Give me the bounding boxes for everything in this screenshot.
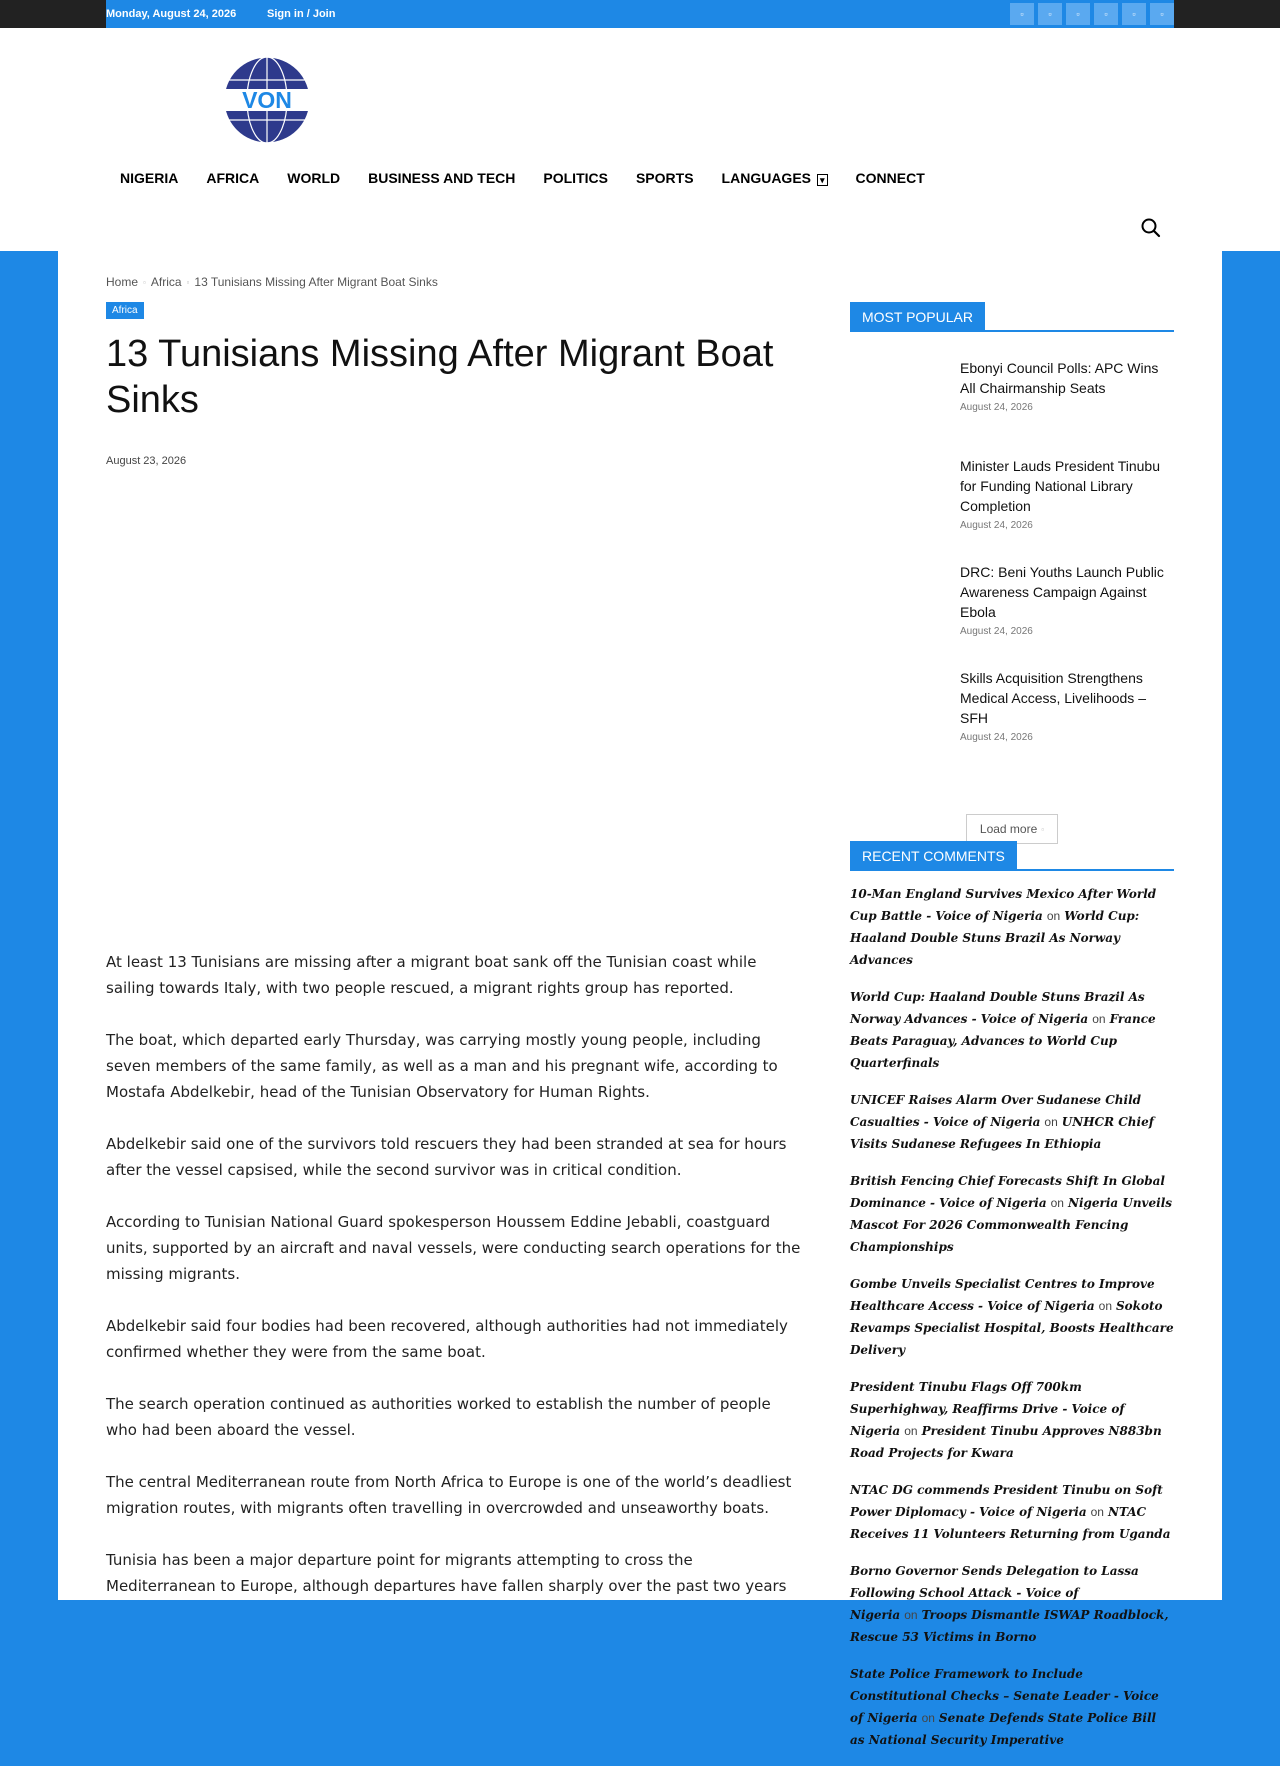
comment-author-link[interactable]: British Fencing Chief Forecasts Shift In Global Dominance - Voice of Nigeria bbox=[850, 1174, 1165, 1210]
comment-item bbox=[850, 1170, 1174, 1258]
social-icon[interactable]: ▫ bbox=[1122, 3, 1146, 25]
current-date: Monday, August 24, 2026 bbox=[106, 8, 237, 20]
nav-item-world[interactable]: WORLD bbox=[287, 170, 341, 186]
nav-item-nigeria[interactable]: NIGERIA bbox=[120, 170, 179, 186]
article-title: 13 Tunisians Missing After Migrant Boat Sinks bbox=[106, 333, 774, 421]
article-paragraph: Abdelkebir said four bodies had been recovered, although authorities had not immediately confirmed whether they were from the same boat. bbox=[106, 1317, 788, 1361]
popular-item-date: August 24, 2026 bbox=[960, 402, 1033, 413]
comment-item bbox=[850, 1560, 1174, 1648]
nav-item-politics[interactable]: POLITICS bbox=[543, 170, 608, 186]
popular-item[interactable] bbox=[960, 358, 1174, 413]
top-bar bbox=[0, 0, 1280, 28]
recent-comments-list bbox=[850, 883, 1174, 1766]
nav-item-africa[interactable]: AFRICA bbox=[206, 170, 260, 186]
site-header bbox=[0, 28, 1280, 251]
social-icon[interactable]: ▫ bbox=[1010, 3, 1034, 25]
comment-author-link[interactable]: Gombe Unveils Specialist Centres to Improve Healthcare Access - Voice of Nigeria bbox=[850, 1277, 1155, 1313]
comment-on-label: on bbox=[1050, 1196, 1064, 1210]
article-paragraph: Tunisia has been a major departure point for migrants attempting to cross the Mediterranean to Europe, although departures have fallen sharply over the past two years bbox=[106, 1551, 787, 1595]
social-icon[interactable]: ▫ bbox=[1094, 3, 1118, 25]
comment-author-link[interactable]: UNICEF Raises Alarm Over Sudanese Child Casualties - Voice of Nigeria bbox=[850, 1093, 1142, 1129]
popular-item[interactable] bbox=[960, 668, 1174, 743]
comment-post-link[interactable]: France Beats Paraguay, Advances to World Cup Quarterfinals bbox=[850, 1012, 1156, 1070]
comment-post-link[interactable]: President Tinubu Approves N883bn Road Projects for Kwara bbox=[850, 1424, 1162, 1460]
comment-item bbox=[850, 1273, 1174, 1361]
breadcrumb-separator-icon: ▫ bbox=[143, 277, 146, 287]
popular-item-title[interactable]: Minister Lauds President Tinubu for Funding National Library Completion bbox=[960, 458, 1160, 514]
comment-on-label: on bbox=[904, 1608, 918, 1622]
popular-item-date: August 24, 2026 bbox=[960, 626, 1033, 637]
nav-item-sports[interactable]: SPORTS bbox=[635, 170, 694, 186]
most-popular-title: MOST POPULAR bbox=[850, 302, 985, 332]
sign-in-link[interactable]: Sign in / Join bbox=[267, 8, 336, 20]
comment-author-link[interactable]: State Police Framework to Include Constitutional Checks – Senate Leader - Voice of Nigeria bbox=[850, 1667, 1159, 1725]
breadcrumb-home[interactable]: Home bbox=[106, 275, 139, 289]
comment-on-label: on bbox=[1090, 1505, 1104, 1519]
comment-post-link[interactable]: NTAC Receives 11 Volunteers Returning from Uganda bbox=[850, 1505, 1171, 1541]
nav-item-business-and-tech[interactable]: BUSINESS AND TECH bbox=[368, 170, 516, 186]
breadcrumb-current: 13 Tunisians Missing After Migrant Boat Sinks bbox=[194, 275, 438, 289]
nav-item-languages-label: LANGUAGES bbox=[721, 170, 811, 186]
social-icons bbox=[1010, 3, 1174, 25]
comment-on-label: on bbox=[1046, 909, 1061, 923]
article-body bbox=[106, 949, 806, 1625]
comment-author-link[interactable]: Borno Governor Sends Delegation to Lassa Following School Attack - Voice of Nigeria bbox=[850, 1564, 1139, 1622]
logo-text: VON bbox=[242, 87, 292, 113]
popular-item-title[interactable]: Skills Acquisition Strengthens Medical Access, Livelihoods – SFH bbox=[960, 670, 1146, 726]
most-popular-block bbox=[850, 302, 1174, 836]
comment-on-label: on bbox=[1098, 1299, 1112, 1313]
comment-post-link[interactable]: Nigeria Unveils Mascot For 2026 Commonwealth Fencing Championships bbox=[850, 1196, 1173, 1254]
comment-item bbox=[850, 1089, 1174, 1155]
comment-item bbox=[850, 1376, 1174, 1464]
comment-on-label: on bbox=[1092, 1012, 1106, 1026]
comment-post-link[interactable]: World Cup: Haaland Double Stuns Brazil As Norway Advances bbox=[850, 909, 1140, 967]
comment-on-label: on bbox=[1044, 1115, 1058, 1129]
comment-post-link[interactable]: Senate Defends State Police Bill as National Security Imperative bbox=[850, 1711, 1157, 1747]
category-tag[interactable]: Africa bbox=[106, 302, 144, 319]
load-more-label: Load more bbox=[979, 822, 1038, 836]
article-paragraph: At least 13 Tunisians are missing after a migrant boat sank off the Tunisian coast while sailing towards Italy, with two people rescued, a migrant rights group has reported. bbox=[106, 953, 757, 997]
social-icon[interactable]: ▫ bbox=[1038, 3, 1062, 25]
breadcrumb bbox=[106, 275, 438, 289]
comment-post-link[interactable]: UNHCR Chief Visits Sudanese Refugees In Ethiopia bbox=[850, 1115, 1154, 1151]
comment-on-label: on bbox=[921, 1711, 935, 1725]
article-paragraph: The boat, which departed early Thursday, was carrying mostly young people, including seven members of the same family, as well as a man and his pregnant wife, according to Mostafa Abdelkebir, head of the Tunisian Observatory for Human Rights. bbox=[106, 1031, 778, 1101]
load-more-button[interactable] bbox=[966, 814, 1058, 844]
search-icon[interactable] bbox=[1140, 217, 1162, 239]
social-icon[interactable]: ▫ bbox=[1066, 3, 1090, 25]
chevron-down-icon: ▾ bbox=[817, 174, 828, 186]
popular-item[interactable] bbox=[960, 562, 1174, 637]
article-paragraph: The search operation continued as authorities worked to establish the number of people who had been aboard the vessel. bbox=[106, 1395, 771, 1439]
article-date: August 23, 2026 bbox=[106, 455, 187, 467]
nav-item-languages[interactable] bbox=[708, 170, 842, 186]
comment-author-link[interactable]: 10-Man England Survives Mexico After World Cup Battle - Voice of Nigeria bbox=[850, 887, 1157, 923]
article-paragraph: According to Tunisian National Guard spokesperson Houssem Eddine Jebabli, coastguard units, supported by an aircraft and naval vessels, were conducting search operations for the missing migrants. bbox=[106, 1213, 801, 1283]
comment-item bbox=[850, 883, 1174, 971]
recent-comments-block bbox=[850, 841, 1174, 1747]
von-logo[interactable] bbox=[222, 55, 312, 145]
main-nav bbox=[106, 170, 939, 186]
popular-item-title[interactable]: Ebonyi Council Polls: APC Wins All Chairmanship Seats bbox=[960, 360, 1159, 396]
article-paragraph: Abdelkebir said one of the survivors told rescuers they had been stranded at sea for hours after the vessel capsised, while the second survivor was in critical condition. bbox=[106, 1135, 787, 1179]
most-popular-header bbox=[850, 302, 1174, 332]
popular-item-date: August 24, 2026 bbox=[960, 520, 1033, 531]
comment-author-link[interactable]: President Tinubu Flags Off 700km Superhighway, Reaffirms Drive - Voice of Nigeria bbox=[850, 1380, 1125, 1438]
popular-item-date: August 24, 2026 bbox=[960, 732, 1033, 743]
social-icon[interactable]: ▫ bbox=[1150, 3, 1174, 25]
comment-author-link[interactable]: NTAC DG commends President Tinubu on Soft Power Diplomacy - Voice of Nigeria bbox=[850, 1483, 1163, 1519]
comment-author-link[interactable]: World Cup: Haaland Double Stuns Brazil As Norway Advances - Voice of Nigeria bbox=[850, 990, 1145, 1026]
content-card bbox=[58, 251, 1222, 1747]
popular-item-title[interactable]: DRC: Beni Youths Launch Public Awareness Campaign Against Ebola bbox=[960, 564, 1164, 620]
comment-item bbox=[850, 1479, 1174, 1545]
comment-item bbox=[850, 1663, 1174, 1751]
breadcrumb-separator-icon: ▫ bbox=[186, 277, 190, 287]
chevron-down-icon: ▫ bbox=[1041, 824, 1045, 834]
breadcrumb-section[interactable]: Africa bbox=[150, 275, 182, 289]
comment-post-link[interactable]: Troops Dismantle ISWAP Roadblock, Rescue 53 Victims in Borno bbox=[850, 1608, 1169, 1644]
article-paragraph: The central Mediterranean route from North Africa to Europe is one of the world’s deadliest migration routes, with migrants often travelling in overcrowded and unseaworthy boats. bbox=[106, 1473, 792, 1517]
comment-item bbox=[850, 986, 1174, 1074]
comment-on-label: on bbox=[904, 1424, 918, 1438]
recent-comments-title: RECENT COMMENTS bbox=[850, 841, 1017, 871]
top-bar-inner bbox=[106, 0, 1174, 28]
comment-post-link[interactable]: Sokoto Revamps Specialist Hospital, Boosts Healthcare Delivery bbox=[850, 1299, 1174, 1357]
popular-item[interactable] bbox=[960, 456, 1174, 531]
recent-comments-header bbox=[850, 841, 1174, 871]
nav-item-connect[interactable]: CONNECT bbox=[855, 170, 925, 186]
